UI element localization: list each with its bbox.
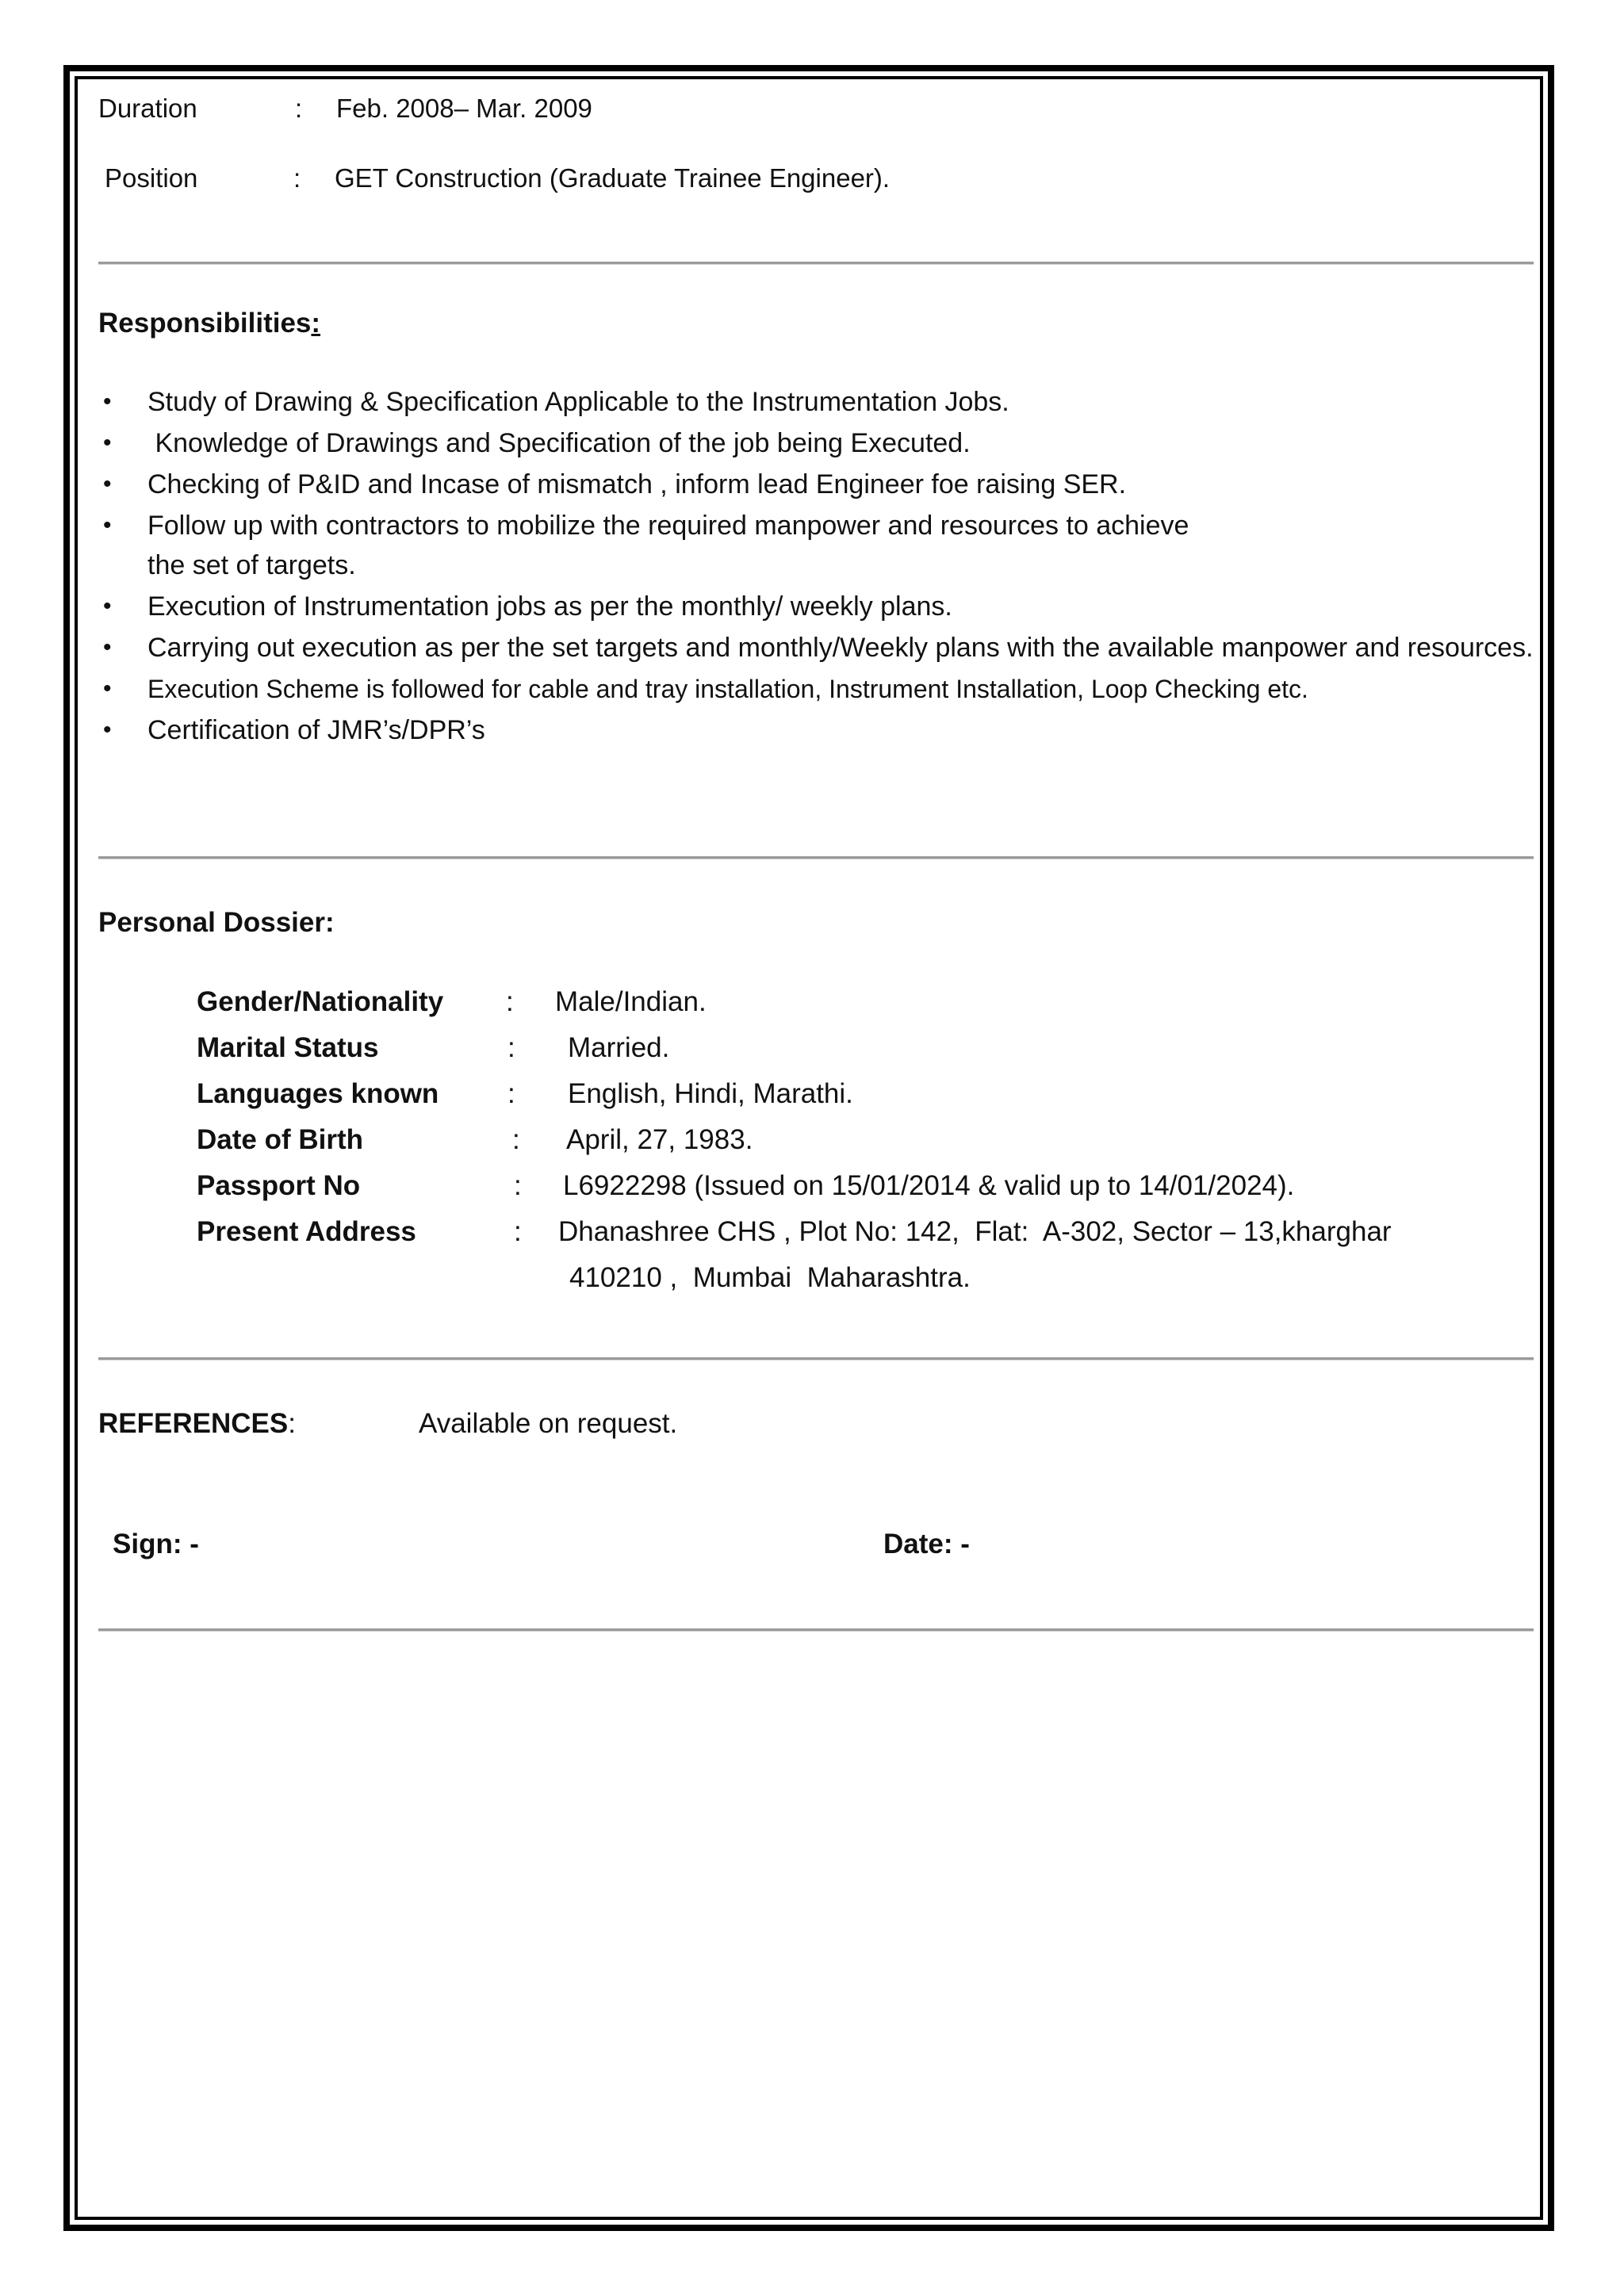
- references-colon: :: [288, 1408, 296, 1439]
- list-item: [98, 382, 1535, 422]
- bullet-icon: •: [103, 471, 112, 497]
- references-label: REFERENCES: [98, 1408, 289, 1439]
- list-item-text: Knowledge of Drawings and Specification of the job being Executed.: [147, 428, 971, 458]
- duration-value: Feb. 2008– Mar. 2009: [336, 94, 592, 123]
- dossier-table: [197, 986, 1545, 1293]
- bullet-icon: •: [103, 430, 112, 456]
- sign-label: Sign: -: [113, 1529, 199, 1559]
- responsibilities-heading-colon: :: [311, 308, 321, 339]
- position-label: Position: [105, 163, 198, 193]
- dossier-row: [197, 986, 1545, 1032]
- bullet-icon: •: [103, 388, 112, 415]
- dossier-colon: :: [508, 1032, 515, 1063]
- list-item: [98, 465, 1535, 504]
- divider-2: [98, 856, 1534, 859]
- divider-4: [98, 1628, 1534, 1632]
- list-item: [98, 423, 1535, 463]
- dossier-value: Male/Indian.: [555, 986, 707, 1017]
- bullet-icon: •: [103, 717, 112, 743]
- bullet-icon: •: [103, 512, 112, 538]
- list-item: [98, 669, 1535, 709]
- duration-label: Duration: [98, 94, 197, 123]
- dossier-colon: :: [506, 986, 514, 1017]
- dossier-heading: Personal Dossier:: [98, 907, 335, 938]
- dossier-label: Languages known: [197, 1078, 439, 1109]
- dossier-label: Present Address: [197, 1216, 416, 1247]
- dossier-value: L6922298 (Issued on 15/01/2014 & valid up to 14/01/2024).: [563, 1170, 1295, 1201]
- date-label: Date: -: [883, 1529, 970, 1559]
- dossier-value-line2: 410210 , Mumbai Maharashtra.: [569, 1262, 971, 1293]
- dossier-value: English, Hindi, Marathi.: [568, 1078, 853, 1109]
- dossier-value: Married.: [568, 1032, 670, 1063]
- list-item-text: Carrying out execution as per the set targets and monthly/Weekly plans with the available manpower and resources.: [147, 633, 1534, 663]
- list-item-text: Follow up with contractors to mobilize the required manpower and resources to achieve the set of targets.: [147, 511, 1189, 580]
- list-item-text: Checking of P&ID and Incase of mismatch , inform lead Engineer foe raising SER.: [147, 469, 1127, 499]
- responsibilities-heading: [98, 308, 320, 339]
- dossier-value: Dhanashree CHS , Plot No: 142, Flat: A-302, Sector – 13,kharghar: [558, 1216, 1392, 1247]
- divider-3: [98, 1357, 1534, 1360]
- dossier-label: Marital Status: [197, 1032, 379, 1063]
- dossier-row: [197, 1170, 1545, 1216]
- dossier-value: April, 27, 1983.: [566, 1124, 753, 1155]
- list-item: [98, 506, 1535, 585]
- references-label-wrap: [98, 1408, 296, 1440]
- dossier-row: [197, 1032, 1545, 1078]
- list-item-text: Certification of JMR’s/DPR’s: [147, 715, 485, 745]
- dossier-colon: :: [514, 1170, 522, 1201]
- duration-colon: :: [295, 94, 303, 123]
- dossier-colon: :: [508, 1078, 515, 1109]
- responsibilities-list: [98, 382, 1535, 752]
- list-item-text: Study of Drawing & Specification Applicable to the Instrumentation Jobs.: [147, 387, 1009, 417]
- dossier-row: [197, 1124, 1545, 1170]
- dossier-colon: :: [512, 1124, 520, 1155]
- list-item-text: Execution Scheme is followed for cable and tray installation, Instrument Installation, Loop Checking etc.: [147, 675, 1308, 703]
- dossier-row: [197, 1078, 1545, 1124]
- responsibilities-heading-text: Responsibilities: [98, 308, 312, 339]
- divider-1: [98, 262, 1534, 265]
- references-value: Available on request.: [419, 1408, 678, 1439]
- list-item: [98, 628, 1535, 668]
- dossier-colon: :: [514, 1216, 522, 1247]
- bullet-icon: •: [103, 675, 112, 702]
- list-item-text: Execution of Instrumentation jobs as per the monthly/ weekly plans.: [147, 591, 952, 622]
- dossier-label: Date of Birth: [197, 1124, 363, 1155]
- list-item: [98, 710, 1535, 750]
- bullet-icon: •: [103, 634, 112, 660]
- bullet-icon: •: [103, 593, 112, 619]
- dossier-label: Gender/Nationality: [197, 986, 444, 1017]
- dossier-label: Passport No: [197, 1170, 361, 1201]
- dossier-row: [197, 1216, 1545, 1293]
- position-colon: :: [293, 163, 301, 193]
- position-value: GET Construction (Graduate Trainee Engineer).: [335, 163, 891, 193]
- list-item: [98, 587, 1535, 626]
